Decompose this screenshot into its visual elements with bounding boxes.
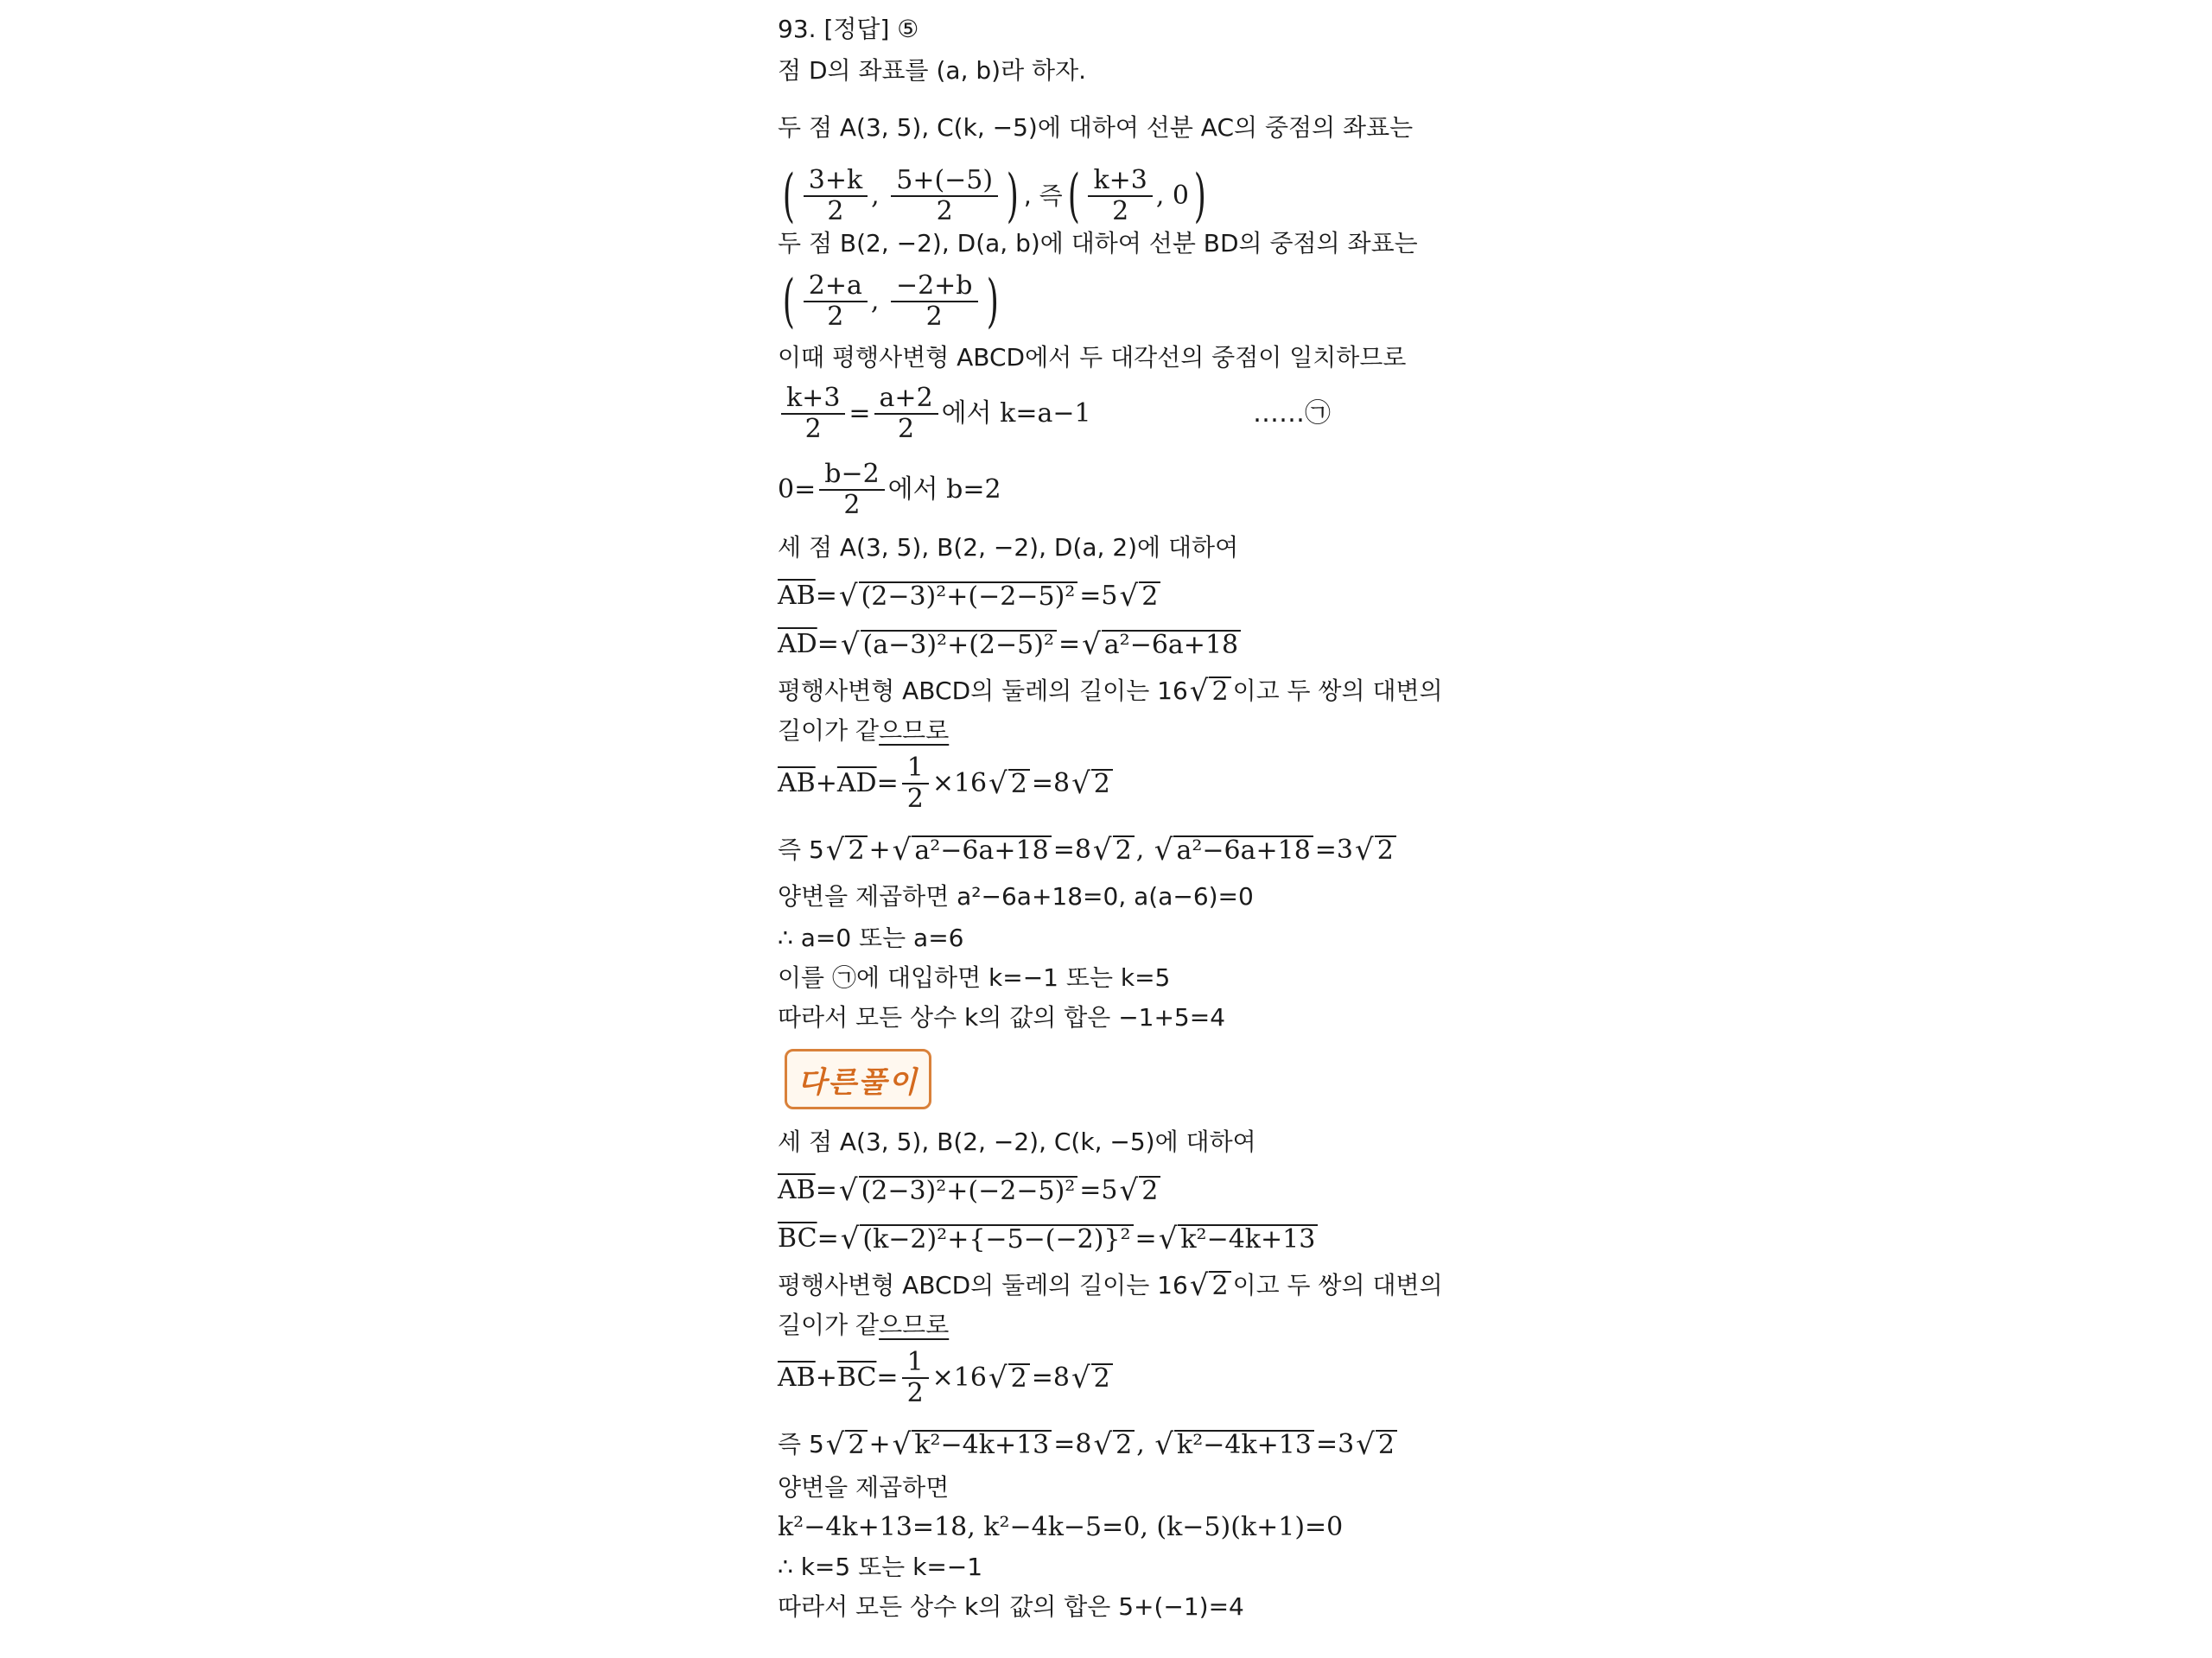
fraction: a+2 2 (874, 384, 938, 444)
sqrt: √ 2 (1190, 677, 1231, 706)
fraction: 3+k 2 (804, 166, 868, 226)
line-midpoint-ac: ( 3+k 2 , 5+(−5) 2 ) , 즉 ( k+3 2 , 0 ) (782, 162, 1206, 229)
line-perimeter: 평행사변형 ABCD의 둘레의 길이는 16 √ 2 이고 두 쌍의 대변의 (778, 674, 1443, 708)
sqrt: √ k²−4k+13 (1154, 1430, 1314, 1459)
alt-line-perimeter: 평행사변형 ABCD의 둘레의 길이는 16 √ 2 이고 두 쌍의 대변의 (778, 1268, 1443, 1303)
alt-line-square-both: 양변을 제곱하면 (778, 1473, 950, 1502)
alt-solution-badge: 다른풀이 (785, 1049, 931, 1109)
answer-tag: [정답] (823, 15, 890, 43)
problem-header (778, 10, 918, 48)
sqrt: √ a²−6a+18 (1154, 835, 1313, 865)
alt-line-length-bc: $\overline{BC}$ = √ (k−2)²+{−5−(−2)}² = √ k²−4k+13 (778, 1220, 1319, 1258)
line-length-ab: $\overline{AB}$ = √ (2−3)²+(−2−5)² =5 √ 2 (778, 577, 1162, 615)
sqrt: √ (k−2)²+{−5−(−2)}² (841, 1224, 1134, 1254)
line-length-ad: $\overline{AD}$ = √ (a−3)²+(2−5)² = √ a²−6a+18 (778, 626, 1243, 664)
fraction: $\frac{b-2}{2}$ (819, 460, 884, 520)
alt-line-therefore-k: ∴ k=5 또는 k=−1 (778, 1553, 983, 1581)
sqrt: √ a²−6a+18 (893, 835, 1052, 865)
sqrt: √ 2 (1356, 1430, 1397, 1459)
fraction: k+3 2 (781, 384, 845, 444)
line-sum-k: 따라서 모든 상수 k의 값의 합은 −1+5=4 (778, 1003, 1226, 1032)
sqrt: √ k²−4k+13 (1159, 1224, 1319, 1254)
fraction: 2+a 2 (804, 271, 868, 332)
sqrt: √ (a−3)²+(2−5)² (841, 630, 1057, 659)
line-half-perimeter: $\overline{AB}$ + $\overline{AD}$ = $\frac{1}{2}$ ×16 √ 2 =8 √ 2 (778, 752, 1115, 816)
sqrt: √ 2 (1190, 1271, 1231, 1300)
equation-marker: ……㉠ (1253, 398, 1331, 429)
sqrt: √ k²−4k+13 (893, 1430, 1052, 1459)
sqrt: √ 2 (1120, 581, 1161, 611)
sqrt: √ 2 (826, 835, 868, 865)
alt-line-sum-k: 따라서 모든 상수 k의 값의 합은 5+(−1)=4 (778, 1592, 1244, 1621)
fraction: k+3 2 (1088, 166, 1152, 226)
line-opposite-sides: 길이가 같 으므로 (778, 716, 950, 745)
line-three-points: 세 점 A(3, 5), B(2, −2), D(a, 2)에 대하여 (778, 533, 1239, 562)
fraction: −2+b 2 (891, 271, 978, 332)
sqrt: √ 2 (988, 1363, 1030, 1393)
line-diagonals: 이때 평행사변형 ABCD에서 두 대각선의 중점이 일치하므로 (778, 343, 1407, 372)
answer-choice: ⑤ (897, 15, 919, 43)
alt-line-length-ab: $\overline{AB}$ = √ (2−3)²+(−2−5)² =5 √ 2 (778, 1172, 1162, 1210)
line-midpoint-ac-intro: 두 점 A(3, 5), C(k, −5)에 대하여 선분 AC의 중점의 좌표는 (778, 113, 1414, 142)
line-square-both: 양변을 제곱하면 a²−6a+18=0, a(a−6)=0 (778, 882, 1254, 911)
line-therefore-a: ∴ a=0 또는 a=6 (778, 924, 964, 952)
line-sqrt-equation: 즉 5 √ 2 + √ a²−6a+18 =8 √ 2 , √ a²−6a+18 =3 √ 2 (778, 831, 1398, 869)
sqrt: √ a²−6a+18 (1082, 630, 1241, 659)
problem-number: 93. (778, 15, 817, 43)
sqrt: √ (2−3)²+(−2−5)² (839, 581, 1077, 611)
alt-line-three-points: 세 점 A(3, 5), B(2, −2), C(k, −5)에 대하여 (778, 1128, 1256, 1156)
fraction: 5+(−5) 2 (891, 166, 998, 226)
line-substitute: 이를 ㉠에 대입하면 k=−1 또는 k=5 (778, 963, 1171, 992)
sqrt: √ 2 (1094, 1430, 1135, 1459)
line-define-d: 점 D의 좌표를 (a, b)라 하자. (778, 56, 1087, 85)
sqrt: √ 2 (1071, 1363, 1113, 1393)
alt-line-sqrt-equation: 즉 5 √ 2 + √ k²−4k+13 =8 √ 2 , √ k²−4k+13 =3 √ 2 (778, 1426, 1399, 1464)
alt-line-half-perimeter: $\overline{AB}$ + $\overline{BC}$ = $\frac{1}{2}$ ×16 √ 2 =8 √ 2 (778, 1346, 1115, 1410)
line-midpoint-bd-intro: 두 점 B(2, −2), D(a, b)에 대하여 선분 BD의 중점의 좌표는 (778, 229, 1418, 257)
alt-line-quadratic: k²−4k+13=18, k²−4k−5=0, (k−5)(k+1)=0 (778, 1512, 1344, 1542)
sqrt: √ (2−3)²+(−2−5)² (839, 1176, 1077, 1205)
line-equation-b: 0= $\frac{b-2}{2}$ 에서 b=2 (778, 459, 1001, 520)
line-equation-k: k+3 2 = a+2 2 에서 k=a−1 ……㉠ (778, 382, 1331, 446)
sqrt: √ 2 (988, 769, 1030, 798)
fraction: $\frac{1}{2}$ (902, 753, 929, 814)
alt-line-opposite-sides: 길이가 같 으므로 (778, 1311, 950, 1339)
sqrt: √ 2 (1120, 1176, 1161, 1205)
fraction: $\frac{1}{2}$ (902, 1348, 929, 1408)
sqrt: √ 2 (1071, 769, 1113, 798)
line-midpoint-bd: ( 2+a 2 , −2+b 2 ) (782, 268, 999, 334)
sqrt: √ 2 (1355, 835, 1396, 865)
sqrt: √ 2 (826, 1430, 868, 1459)
sqrt: √ 2 (1093, 835, 1135, 865)
